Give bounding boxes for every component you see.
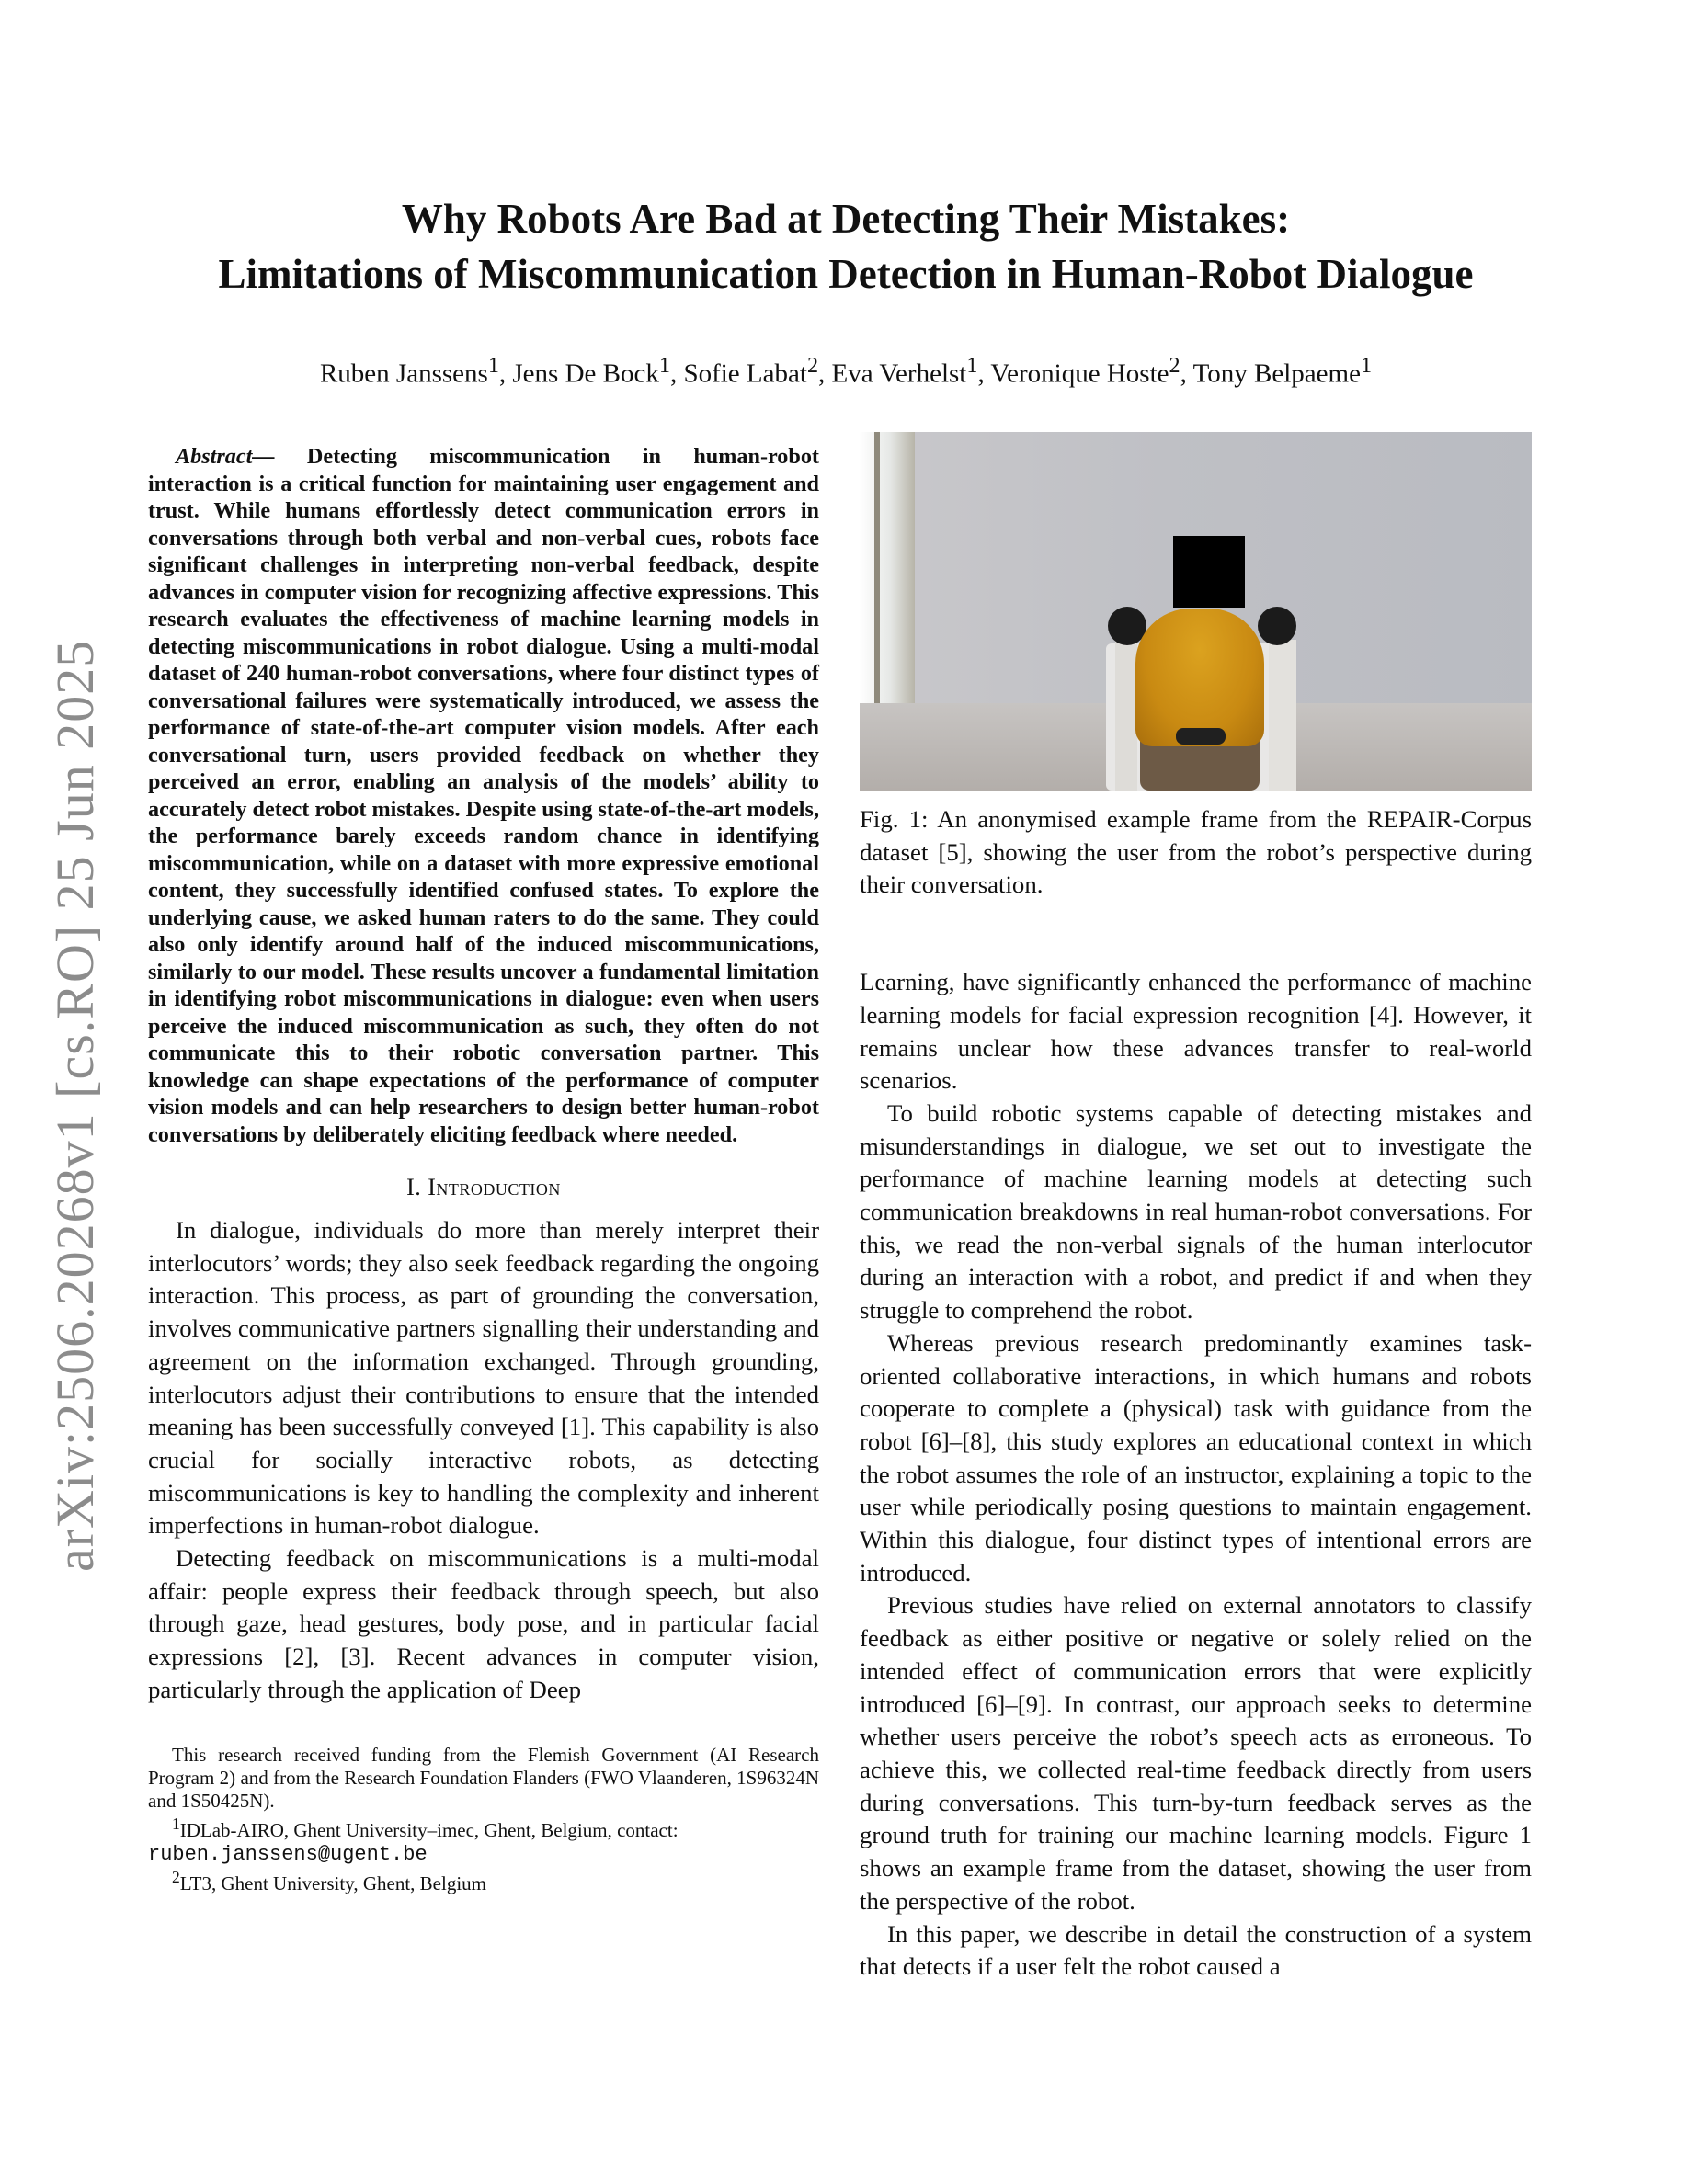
author-affiliation-mark: 2 [1169, 353, 1180, 378]
person-mustard-sweater [1135, 609, 1264, 746]
body-paragraph: Previous studies have relied on external annotators to classify feedback as either positive or negative or solely relied on the intended effect of communication errors that were explicitly introduced [6]–[9]. In contrast, our approach seeks to determine whether users perceive the robot’s speech acts as erroneous. To achieve this, we collected real-time feedback directly from users during conversations. This turn-by-turn feedback serves as the ground truth for training our machine learning models. Figure 1 shows an example frame from the dataset, showing the user from the perspective of the robot. [860, 1591, 1532, 1915]
footnotes [148, 1744, 819, 1895]
right-column [860, 432, 1532, 1984]
author-affiliation-mark: 1 [487, 353, 499, 378]
right-body-text [860, 966, 1532, 1984]
arxiv-identifier: arXiv:2506.20268v1 [cs.RO] 25 Jun 2025 [45, 639, 105, 1572]
title-line-2: Limitations of Miscommunication Detection in Human-Robot Dialogue [218, 251, 1474, 297]
face-anonymisation-block [1173, 536, 1245, 608]
body-paragraph: Detecting feedback on miscommunications is a multi-modal affair: people express their feedback through speech, but also through gaze, head gestures, body pose, and in particular facial expressions [2], [3]. Recent advances in computer vision, particularly through the application of Deep [148, 1544, 819, 1703]
body-paragraph: In dialogue, individuals do more than merely interpret their interlocutors’ words; they also seek feedback regarding the ongoing interaction. This process, as part of grounding the conversation, involves communicative partners signalling their understanding and agreement on the information exchanged. Through grounding, interlocutors adjust their contributions to ensure that the intended meaning has been successfully conveyed [1]. This capability is also crucial for socially interactive robots, as detecting miscommunications is key to handling the complexity and inherent imperfections in human-robot dialogue. [148, 1216, 819, 1540]
author: Sofie Labat [683, 358, 807, 389]
author: Eva Verhelst [831, 358, 967, 389]
speaker-right [1258, 607, 1296, 645]
title-line-1: Why Robots Are Bad at Detecting Their Mistakes: [401, 196, 1291, 242]
paper-title [129, 191, 1563, 301]
abstract-text: Detecting miscommunication in human-robot interaction is a critical function for maintaining user engagement and trust. While humans effortlessly detect communication errors in conversations through both verbal and non-verbal cues, robots face significant challenges in interpreting non-verbal feedback, despite advances in computer vision for recognizing affective expressions. This research evaluates the effectiveness of machine learning models in detecting miscommunications in robot dialogue. Using a multi-modal dataset of 240 human-robot conversations, where four distinct types of conversational failures were systematically introduced, we assess the performance of state-of-the-art computer vision models. After each conversational turn, users provided feedback on whether they perceived an error, enabling an analysis of the models’ ability to accurately detect robot mistakes. Despite using state-of-the-art models, the performance barely exceeds random chance in identifying miscommunication, while on a dataset with more expressive emotional content, they successfully identified confused states. To explore the underlying cause, we asked human raters to do the same. They could also only identify around half of the induced miscommunications, similarly to our model. These results uncover a fundamental limitation in identifying robot miscommunications in dialogue: even when users perceive the induced miscommunication as such, they often do not communicate this to their robotic conversation partner. This knowledge can shape expectations of the performance of computer vision models and can help researchers to design better human-robot conversations by deliberately eliciting feedback where needed. [148, 444, 819, 1147]
speaker-stand-left [1115, 640, 1137, 791]
footnote-mark: 2 [172, 1867, 180, 1886]
author: Jens De Bock [512, 358, 659, 389]
contact-email-line [148, 1842, 819, 1866]
game-controller [1176, 728, 1226, 745]
author-affiliation-mark: 2 [806, 353, 819, 378]
author-list: Ruben Janssens$^1$, Jens De Bock$^1$, Sofie Labat$^2$, Eva Verhelst$^1$, Veronique Hoste$^2$, Tony Belpaeme$^1$ [319, 353, 1373, 389]
affiliation-footnote-2 [148, 1866, 819, 1895]
body-paragraph: To build robotic systems capable of detecting mistakes and misunderstandings in dialogue, we set out to investigate the performance of machine learning models at detecting such communication breakdowns in real human-robot conversations. For this, we read the non-verbal signals of the human interlocutor during an interaction with a robot, and predict if and when they struggle to comprehend the robot. [860, 1098, 1532, 1325]
body-paragraph: Learning, have significantly enhanced the performance of machine learning models for facial expression recognition [4]. However, it remains unclear how these advances transfer to real-world scenarios. [860, 968, 1532, 1095]
funding-footnote: This research received funding from the Flemish Government (AI Research Program 2) and from the Research Foundation Flanders (FWO Vlaanderen, 1S96324N and 1S50425N). [148, 1743, 819, 1812]
section-title: Introduction [428, 1174, 561, 1200]
author-affiliation-mark: 1 [966, 353, 978, 378]
abstract-label: Abstract [176, 444, 253, 469]
affiliation-footnote-1 [148, 1813, 819, 1842]
section-number: I. [406, 1174, 422, 1200]
section-heading-introduction [148, 1174, 819, 1201]
body-paragraph: Whereas previous research predominantly examines task-oriented collaborative interactions, in which humans and robots cooperate to complete a (physical) task with guidance from the robot [6]–[8], this study explores an educational context in which the robot assumes the role of an instructor, explaining a topic to the user while periodically posing questions to maintain engagement. Within this dialogue, four distinct types of intentional errors are introduced. [860, 1328, 1532, 1587]
author-affiliation-mark: 1 [658, 353, 670, 378]
abstract: Abstract— Detecting miscommunication in human-robot interaction is a critical function for maintaining user engagement and trust. While humans effortlessly detect communication errors in conversations through both verbal and non-verbal cues, robots face significant challenges in interpreting non-verbal feedback, despite advances in computer vision for recognizing affective expressions. This research evaluates the effectiveness of machine learning models in detecting miscommunications in robot dialogue. Using a multi-modal dataset of 240 human-robot conversations, where four distinct types of conversational failures were systematically introduced, we assess the performance of state-of-the-art computer vision models. After each conversational turn, users provided feedback on whether they perceived an error, enabling an analysis of the models’ ability to accurately detect robot mistakes. Despite using state-of-the-art models, the performance barely exceeds random chance in identifying miscommunication, while on a dataset with more expressive emotional content, they successfully identified confused states. To explore the underlying cause, we asked human raters to do the same. They could also only identify around half of the induced miscommunications, similarly to our model. These results uncover a fundamental limitation in identifying robot miscommunications in dialogue: even when users perceive the induced miscommunication as such, they often do not communicate this to their robotic conversation partner. This knowledge can shape expectations of the performance of computer vision models and can help researchers to design better human-robot conversations by deliberately eliciting feedback where needed. [148, 444, 819, 1147]
figure-1-caption: Fig. 1: An anonymised example frame from the REPAIR-Corpus dataset [5], showing the user from the robot’s perspective during their conversation. [860, 805, 1532, 899]
author: Tony Belpaeme [1192, 358, 1361, 389]
speaker-stand-right [1269, 640, 1296, 791]
footnote-mark: 1 [172, 1814, 180, 1833]
author-affiliation-mark: 1 [1360, 353, 1373, 378]
body-paragraph: In this paper, we describe in detail the construction of a system that detects if a user felt the robot caused a [860, 1919, 1532, 1981]
left-column [148, 443, 819, 1895]
author: Veronique Hoste [990, 358, 1169, 389]
figure-1-photo [860, 432, 1532, 791]
affiliation-text: IDLab-AIRO, Ghent University–imec, Ghent, Belgium, contact: [179, 1818, 679, 1841]
affiliation-text: LT3, Ghent University, Ghent, Belgium [179, 1871, 486, 1894]
contact-email[interactable]: ruben.janssens@ugent.be [148, 1842, 428, 1866]
author: Ruben Janssens [319, 358, 488, 389]
